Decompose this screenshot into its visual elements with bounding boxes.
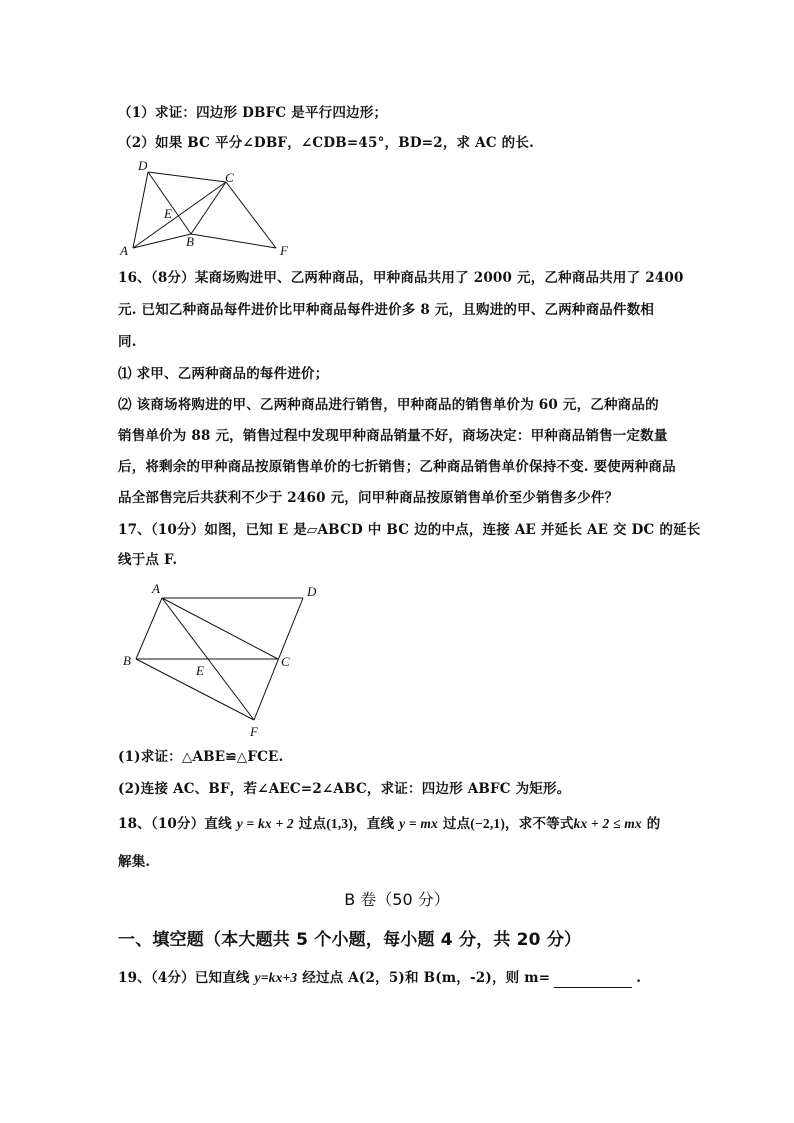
q17-line2: 线于点 F.	[118, 552, 178, 568]
label-c: C	[281, 654, 290, 669]
q18-suffix: 的	[646, 816, 661, 832]
segment-dc	[148, 172, 226, 182]
q15-figure	[115, 160, 295, 260]
segment-ac	[162, 598, 278, 659]
q18-mid1: 过点	[298, 816, 327, 832]
q17-part2: (2)连接 AC、BF，若∠AEC=2∠ABC，求证：四边形 ABFC 为矩形。	[118, 781, 571, 797]
section-b-heading: 一、填空题（本大题共 5 个小题，每小题 4 分，共 20 分）	[118, 930, 582, 950]
q18-mid2: ，直线	[353, 816, 395, 832]
segment-bf	[136, 659, 254, 720]
label-a: A	[152, 581, 160, 596]
q16-line6: 销售单价为 88 元，销售过程中发现甲种商品销量不好，商场决定：甲种商品销售一定数量	[118, 428, 668, 444]
label-d: D	[307, 584, 317, 599]
q18-mid3: 过点	[442, 816, 471, 832]
q18-line1	[118, 814, 660, 834]
q19-suffix: .	[636, 970, 642, 986]
segment-da	[133, 172, 148, 248]
q19-mid: 经过点 A(2，5)和 B(m，-2)，则 m=	[297, 970, 551, 986]
parallelogram-diagram-q15	[115, 160, 295, 260]
q16-line2: 元. 已知乙种商品每件进价比甲种商品每件进价多 8 元，且购进的甲、乙两种商品件数相	[118, 302, 655, 318]
q19-line	[118, 968, 641, 988]
q19-answer-blank[interactable]	[554, 973, 632, 988]
q19-equation: y=kx+3	[254, 970, 298, 985]
q15-part2: （2）如果 BC 平分∠DBF，∠CDB=45°，BD=2，求 AC 的长.	[118, 135, 534, 151]
q16-line1: 16、（8分）某商场购进甲、乙两种商品，甲种商品共用了 2000 元，乙种商品共用了 2400	[118, 270, 684, 286]
q18-mid4: ，求不等式	[505, 816, 574, 832]
q19-prefix: 19、（4分）已知直线	[118, 970, 255, 986]
q17-line1: 17、（10分）如图，已知 E 是▱ABCD 中 BC 边的中点，连接 AE 并延长 AE 交 DC 的延长	[118, 522, 701, 538]
q18-point-1: (1,3)	[326, 816, 354, 831]
segment-ab	[133, 234, 191, 248]
label-b: B	[186, 234, 194, 249]
q18-equation-1: y = kx + 2	[236, 816, 294, 831]
segment-bc	[191, 182, 226, 234]
label-f: F	[250, 724, 258, 739]
q17-figure	[118, 578, 328, 740]
q18-equation-2: y = mx	[399, 816, 438, 831]
label-c: C	[225, 170, 234, 185]
q16-line7: 后，将剩余的甲种商品按原销售单价的七折销售；乙种商品销售单价保持不变. 要使两种商品	[118, 459, 676, 475]
q18-line2: 解集.	[118, 854, 151, 870]
q16-line3: 同.	[118, 334, 137, 350]
q16-line4: ⑴ 求甲、乙两种商品的每件进价；	[118, 366, 329, 382]
segment-ac	[133, 182, 226, 248]
q16-line8: 品全部售完后共获利不少于 2460 元，问甲种商品按原销售单价至少销售多少件？	[118, 490, 619, 506]
q16-line5: ⑵ 该商场将购进的甲、乙两种商品进行销售，甲种商品的销售单价为 60 元，乙种商品的	[118, 397, 659, 413]
label-f: F	[280, 243, 288, 258]
label-d: D	[138, 160, 148, 173]
segment-ab	[136, 598, 162, 659]
parallelogram-diagram-q17	[118, 578, 328, 740]
segment-cf	[226, 182, 276, 248]
q15-part1: （1）求证：四边形 DBFC 是平行四边形；	[118, 105, 388, 121]
segment-db	[148, 172, 191, 234]
section-b-title: B 卷（50 分）	[344, 890, 450, 909]
label-b: B	[123, 653, 131, 668]
q17-part1: (1)求证：△ABE≌△FCE.	[118, 749, 284, 765]
q18-point-2: (−2,1)	[470, 816, 506, 831]
label-e: E	[196, 663, 204, 678]
segment-bf	[191, 234, 276, 248]
q18-prefix: 18、（10分）直线	[118, 816, 232, 832]
label-e: E	[164, 206, 172, 221]
q18-inequality: kx + 2 ≤ mx	[573, 816, 642, 831]
label-a: A	[120, 243, 128, 258]
